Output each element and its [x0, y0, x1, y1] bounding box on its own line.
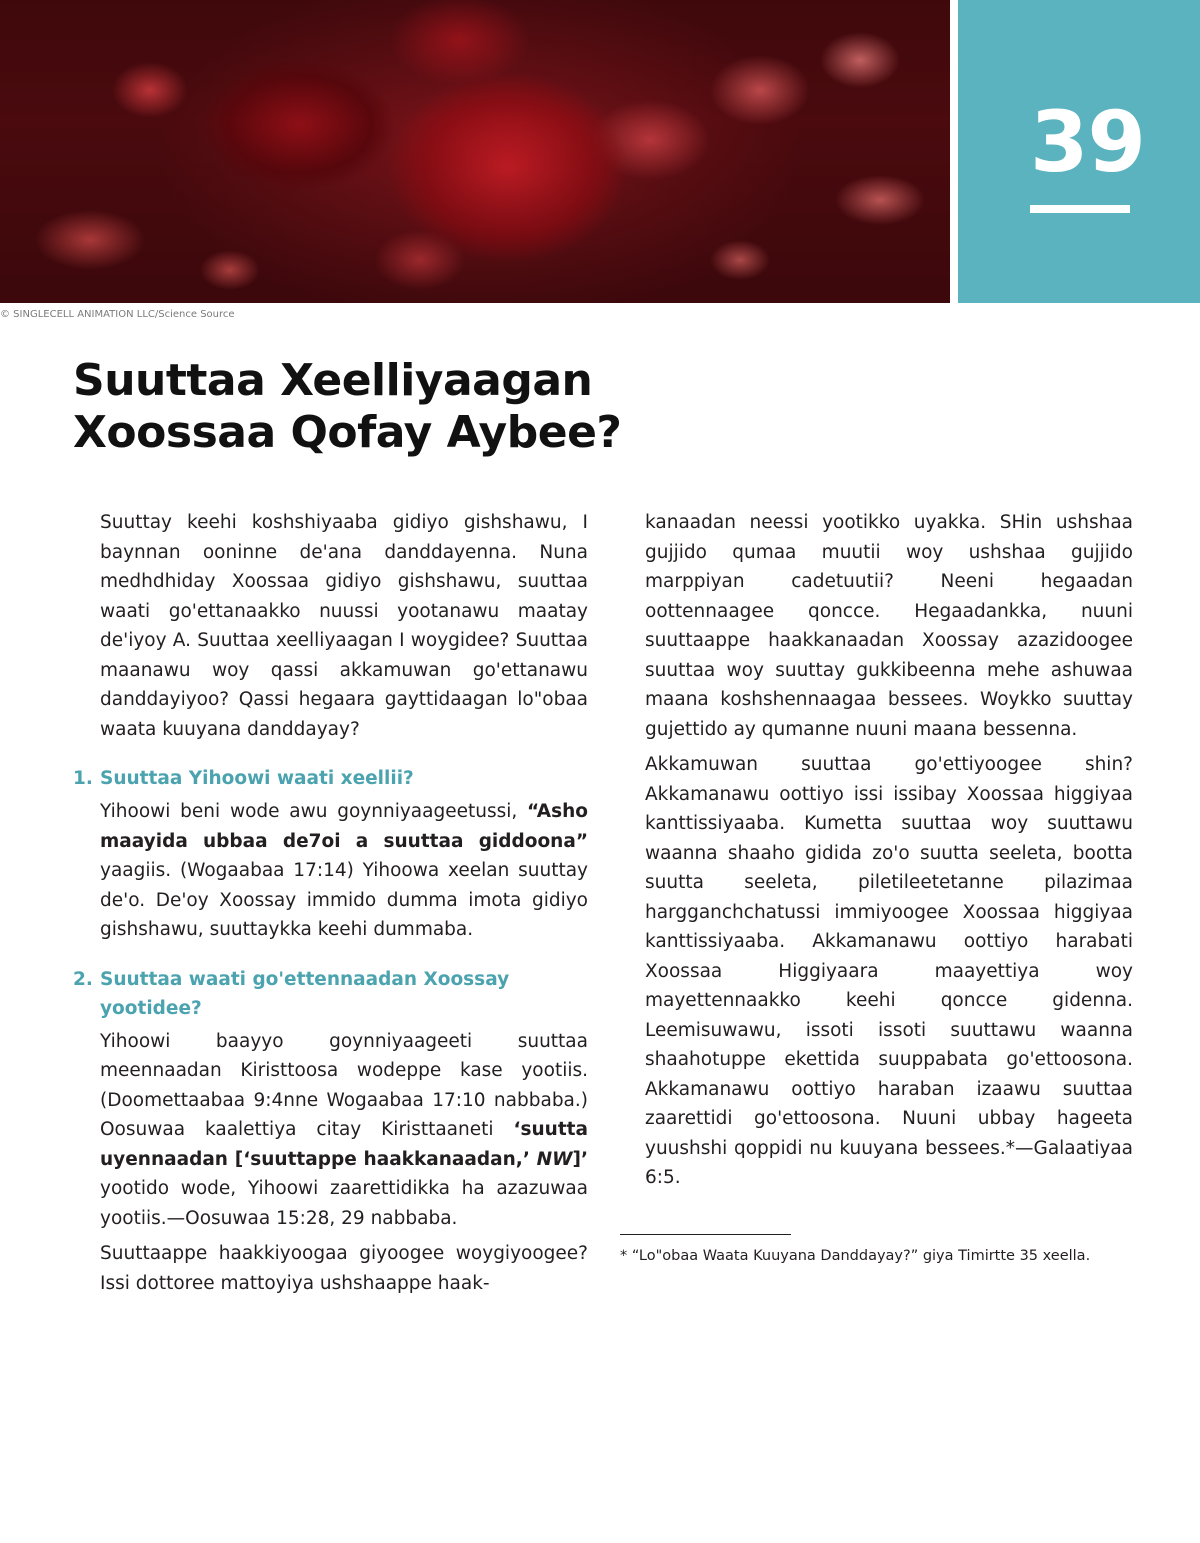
page-title-line-1: Suuttaa Xeelliyaagan	[73, 355, 593, 406]
section-2-quote-nw: NW	[536, 1148, 573, 1170]
photo-shade	[0, 0, 950, 303]
question-2-heading	[73, 965, 588, 1023]
section-1-paragraph	[100, 797, 588, 945]
footnote: * “Lo"obaa Waata Kuuyana Danddayay?” giya Timirtte 35 xeella.	[620, 1248, 1091, 1264]
left-column	[73, 508, 588, 1298]
page-title	[73, 355, 693, 459]
footnote-divider	[620, 1234, 791, 1235]
section-2-text-b: yootido wode, Yihoowi zaarettidikka ha azazuwaa yootiis.—Oosuwaa 15:28, 29 nabbaba.	[100, 1178, 588, 1229]
section-2-paragraph-1	[100, 1027, 588, 1234]
intro-paragraph: Suuttay keehi koshshiyaaba gidiyo gishshawu, I baynnan ooninne de'ana danddayenna. Nuna medhdhiday Xoossaa gidiyo gishshawu, suuttaa waati go'ettanaakko nuussi yootanawu maatay de'iyoy A. Suuttaa xeelliyaagan I woygidee? Suuttaa maanawu woy qassi akkamuwan go'ettanawu danddayiyoo? Qassi hegaara gayttidaagan lo"obaa waata kuuyana danddayay?	[100, 512, 588, 740]
photo-credit: © SINGLECELL ANIMATION LLC/Science Source	[0, 309, 235, 320]
question-2-text: Suuttaa waati go'ettennaadan Xoossay yootidee?	[100, 968, 510, 1019]
section-2-quote-a: ‘suutta uyennaadan [‘suuttappe haakkanaadan,’	[100, 1119, 588, 1170]
question-1-heading	[73, 764, 588, 793]
chapter-number-underline	[1030, 205, 1130, 213]
section-1-text-b: yaagiis. (Wogaabaa 17:14) Yihoowa xeelan suuttay de'o. De'oy Xoossay immido dumma imota gidiyo gishshawu, suuttaykka keehi dummaba.	[100, 860, 588, 940]
question-2-number: 2.	[73, 968, 93, 990]
section-2-quote-b: ]’	[572, 1148, 588, 1170]
section-1-text-a: Yihoowi beni wode awu goynniyaageetussi,	[100, 801, 528, 822]
section-2-paragraph-2-continued: kanaadan neessi yootikko uyakka. SHin ushshaa gujjido qumaa muutii woy ushshaa gujjido marppiyan cadetuutii? Neeni hegaadan oottennaagee qoncce. Hegaadankka, nuuni suuttaappe haakkanaadan Xoossay azazidoogee suuttaa woy suuttay gukkibeenna mehe ashuwaa maana koshshennaagaa bessees. Woykko suuttay gujettido ay qumanne nuuni maana bessenna.	[645, 512, 1133, 740]
section-2-text-a: Yihoowi baayyo goynniyaageeti suuttaa meennaadan Kiristtoosa wodeppe kase yootiis. (Doomettaabaa 9:4nne Wogaabaa 17:10 nabbaba.) Oosuwaa kaalettiya citay Kiristtaaneti	[100, 1030, 588, 1140]
section-1-quote: “Asho maayida ubbaa de7oi a suuttaa giddoona”	[100, 801, 588, 852]
question-1-text: Suuttaa Yihoowi waati xeellii?	[100, 768, 414, 789]
header-photo-red-blood-cells	[0, 0, 950, 303]
right-column	[645, 508, 1133, 1193]
section-2-paragraph-3: Akkamuwan suuttaa go'ettiyoogee shin? Akkamanawu oottiyo issi issibay Xoossaa higgiyaa kanttissiyaaba. Kumetta suuttaa woy suuttawu waanna shaaho gidida zo'o suutta seeleta, bootta suutta seeleta, piletileetetanne pilazimaa hargganchchatussi immiyoogee Xoossaa higgiyaa kanttissiyaaba. Akkamanawu oottiyo harabati Xoossaa Higgiyaara maayettiya woy mayettennaakko keehi qoncce gidenna. Leemisuwawu, issoti issoti suuttawu waanna shaahotuppe ekettida suuppabata go'ettoosona. Akkamanawu oottiyo haraban izaawu suuttaa zaarettidi go'ettoosona. Nuuni ubbay hageeta yuushshi qoppidi nu kuuyana bessees.*—Galaatiyaa 6:5.	[645, 754, 1133, 1188]
section-2-paragraph-2: Suuttaappe haakkiyoogaa giyoogee woygiyoogee? Issi dottoree mattoyiya ushshaappe haak-	[100, 1243, 588, 1294]
page-title-line-2: Xoossaa Qofay Aybee?	[73, 407, 622, 458]
chapter-number: 39	[1030, 93, 1145, 191]
question-1-number: 1.	[73, 768, 93, 789]
